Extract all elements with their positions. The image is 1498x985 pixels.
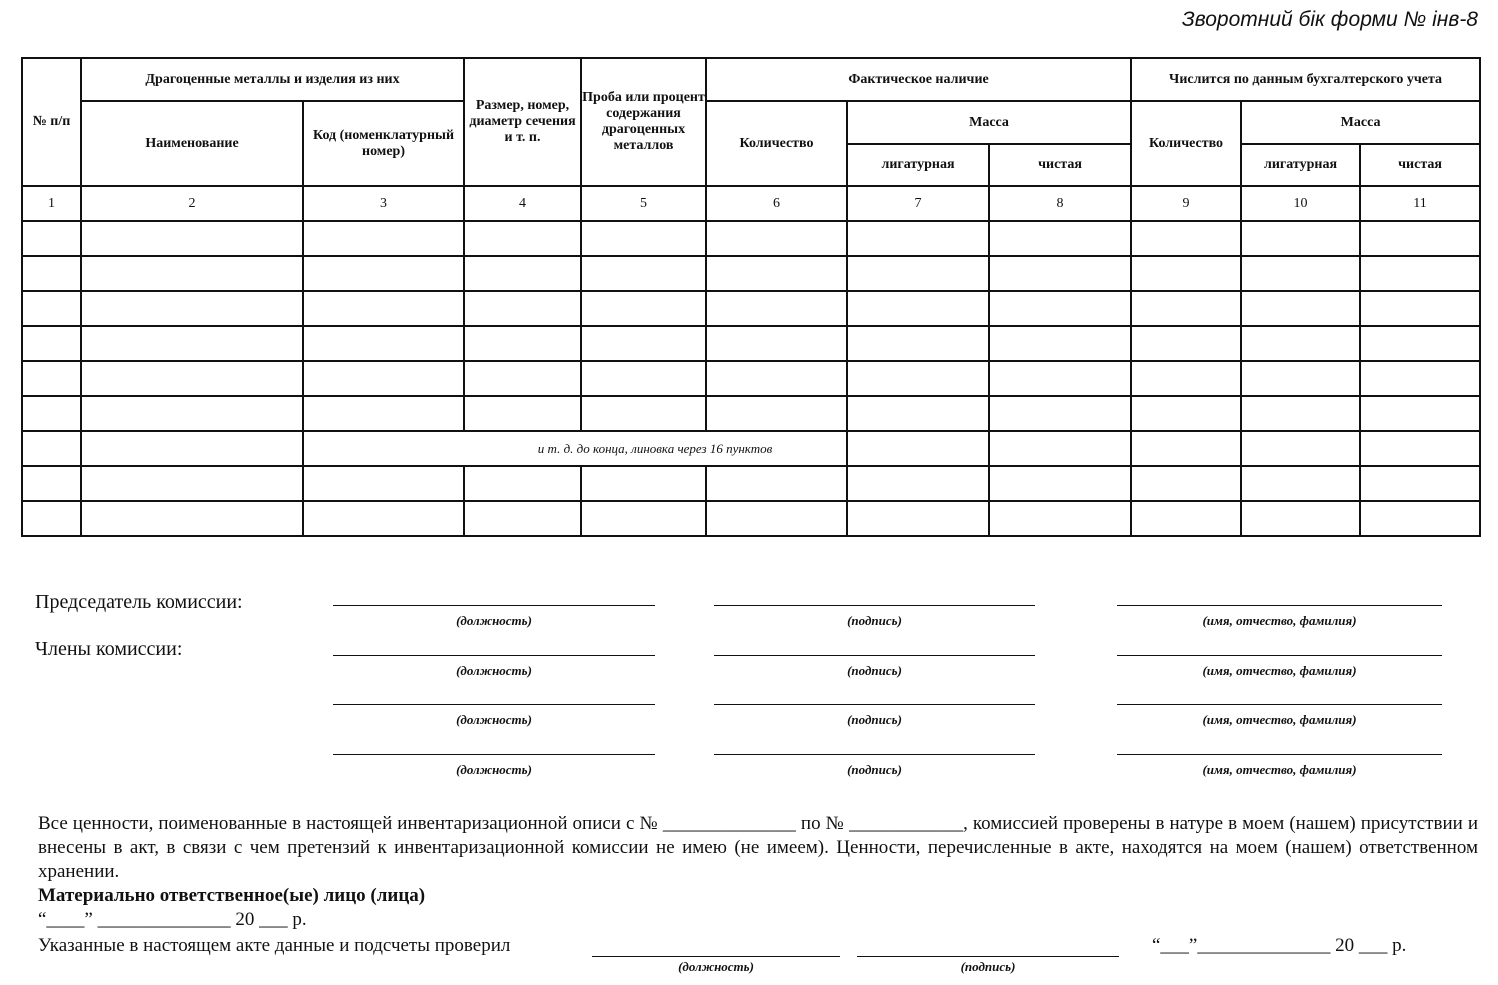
column-number: 5 [581,186,706,221]
header-metals-group: Драгоценные металлы и изделия из них [81,58,464,101]
column-number: 8 [989,186,1131,221]
members-label: Члены комиссии: [35,638,183,660]
header-num: № п/п [22,58,81,186]
header-actual-mass: Масса [847,101,1131,144]
name-line[interactable] [1117,655,1442,656]
continuation-note: и т. д. до конца, линовка через 16 пунктов [464,431,847,466]
column-number: 11 [1360,186,1480,221]
header-book-lig: лигатурная [1241,144,1360,186]
column-number: 6 [706,186,847,221]
form-title: Зворотний бік форми № інв-8 [1181,8,1478,31]
name-caption: (имя, отчество, фамилия) [1202,613,1357,628]
position-caption: (должность) [456,613,532,628]
column-number: 1 [22,186,81,221]
header-probe: Проба или процент содержания драгоценных металлов [581,58,706,186]
name-caption: (имя, отчество, фамилия) [1202,663,1357,678]
column-number: 9 [1131,186,1241,221]
table-row[interactable] [22,501,1480,536]
table-row[interactable] [22,396,1480,431]
checked-position-caption: (должность) [678,959,754,974]
table-row[interactable] [22,256,1480,291]
header-book-qty: Количество [1131,101,1241,186]
table-row-note[interactable] [22,431,1480,466]
column-number: 7 [847,186,989,221]
checked-label: Указанные в настоящем акте данные и подсчеты проверил [38,935,511,956]
table-row[interactable] [22,466,1480,501]
header-actual-group: Фактическое наличие [706,58,1131,101]
position-line[interactable] [333,605,655,606]
signature-caption: (подпись) [847,712,902,727]
header-book-mass: Масса [1241,101,1480,144]
chairman-label: Председатель комиссии: [35,591,243,613]
responsible-date[interactable]: “____” ______________ 20 ___ р. [38,909,307,930]
inventory-table [21,57,1481,537]
header-book-group: Числится по данным бухгалтерского учета [1131,58,1480,101]
checked-date[interactable]: “___”______________ 20 ___ р. [1152,935,1407,956]
name-caption: (имя, отчество, фамилия) [1202,712,1357,727]
header-size: Размер, номер, диаметр сечения и т. п. [464,58,581,186]
responsible-label: Материально ответственное(ые) лицо (лица) [38,885,426,906]
checked-signature-caption: (подпись) [960,959,1016,974]
signature-line[interactable] [714,704,1035,705]
statement-paragraph: Все ценности, поименованные в настоящей инвентаризационной описи с № ______________ по № ____________, комиссией проверены в натуре в моем (нашем) присутствии и внесены в акт, в связи с чем претензий к инвентаризационной комиссии не имею (не имеем). Ценности, перечисленные в акте, находятся на моем (нашем) ответственном хранении. [38,813,1478,882]
header-code: Код (номенклатурный номер) [303,101,464,186]
position-line[interactable] [333,704,655,705]
header-actual-lig: лигатурная [847,144,989,186]
column-number: 4 [464,186,581,221]
name-line[interactable] [1117,605,1442,606]
header-actual-pure: чистая [989,144,1131,186]
checked-position-line[interactable] [592,956,840,957]
name-line[interactable] [1117,754,1442,755]
position-caption: (должность) [456,663,532,678]
signature-caption: (подпись) [847,613,902,628]
column-number: 10 [1241,186,1360,221]
table-row[interactable] [22,221,1480,256]
name-caption: (имя, отчество, фамилия) [1202,762,1357,777]
name-line[interactable] [1117,704,1442,705]
signature-line[interactable] [714,605,1035,606]
column-number: 2 [81,186,303,221]
position-caption: (должность) [456,762,532,777]
signature-line[interactable] [714,754,1035,755]
position-line[interactable] [333,655,655,656]
signature-caption: (подпись) [847,762,902,777]
header-actual-qty: Количество [706,101,847,186]
checked-signature-line[interactable] [857,956,1119,957]
signature-line[interactable] [714,655,1035,656]
table-row[interactable] [22,291,1480,326]
header-name: Наименование [81,101,303,186]
position-caption: (должность) [456,712,532,727]
table-row[interactable] [22,326,1480,361]
header-book-pure: чистая [1360,144,1480,186]
column-number: 3 [303,186,464,221]
position-line[interactable] [333,754,655,755]
table-row[interactable] [22,361,1480,396]
signature-caption: (подпись) [847,663,902,678]
